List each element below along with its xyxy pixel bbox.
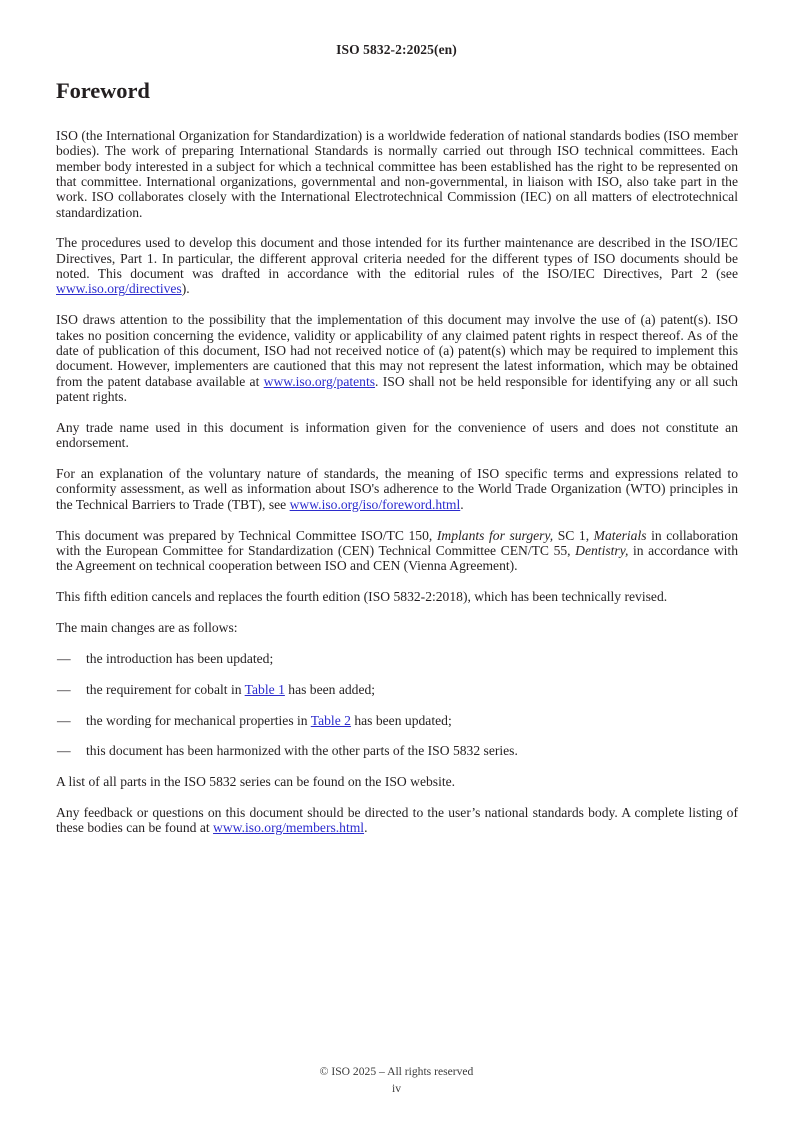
list-item xyxy=(56,713,738,728)
link-table-1[interactable]: Table 1 xyxy=(244,681,285,697)
paragraph-procedures xyxy=(56,235,738,296)
page-number: iv xyxy=(391,1082,402,1095)
paragraph-feedback-text-before-link: Any feedback or questions on this document should be directed to the user’s national standards body. A complete listing of these bodies can be found at xyxy=(56,805,738,836)
list-item-text-before-link: the introduction has been updated; xyxy=(86,650,274,666)
list-item-text-before-link: the requirement for cobalt in xyxy=(86,681,245,697)
paragraph-procedures-text-before-link: The procedures used to develop this document and those intended for its further maintenance are described in the ISO/IEC Directives, Part 1. In particular, the different approval criteria needed for the different types of ISO documents should be noted. This document was drafted in accordance with the editorial rules of the ISO/IEC Directives, Part 2 (see xyxy=(56,235,738,282)
tc-text-1: This document was prepared by Technical Committee ISO/TC 150, xyxy=(56,527,437,543)
list-item xyxy=(56,743,738,758)
list-item xyxy=(56,682,738,697)
dash-bullet-icon: — xyxy=(57,650,71,666)
tc-italic-implants-for-surgery: Implants for surgery, xyxy=(436,527,554,543)
list-item-text-before-link: the wording for mechanical properties in xyxy=(86,712,311,728)
paragraph-main-changes-lead-in: The main changes are as follows: xyxy=(56,619,238,635)
paragraph-feedback-text-after-link: . xyxy=(364,820,368,836)
tc-italic-dentistry: Dentistry, xyxy=(575,542,629,558)
page-content xyxy=(56,78,738,836)
dash-bullet-icon: — xyxy=(57,681,71,697)
list-item-text-after-link: has been added; xyxy=(284,681,376,697)
main-changes-list xyxy=(56,651,738,759)
paragraph-patents-text-before-link: ISO draws attention to the possibility that the implementation of this document may involve the use of (a) patent(s). ISO takes no position concerning the evidence, validity or applicability of any claimed patent rights in respect thereof. As of the date of publication of this document, ISO had not received notice of (a) patent(s) which may be required to implement this document. However, implementers are cautioned that this may not represent the latest information, which may be obtained from the patent database available at xyxy=(56,312,738,389)
tc-italic-materials: Materials xyxy=(593,527,647,543)
page-title: Foreword xyxy=(56,78,150,103)
paragraph-voluntary-text-after-link: . xyxy=(460,496,464,512)
list-item-text-before-link: this document has been harmonized with the other parts of the ISO 5832 series. xyxy=(86,743,518,759)
paragraph-voluntary-nature xyxy=(56,466,738,512)
paragraph-feedback xyxy=(56,805,738,836)
link-table-2[interactable]: Table 2 xyxy=(310,712,351,728)
paragraph-iso-description: ISO (the International Organization for Standardization) is a worldwide federation of national standards bodies (ISO member bodies). The work of preparing International Standards is normally carried out through ISO technical committees. Each member body interested in a subject for which a technical committee has been established has the right to be represented on that committee. International organizations, governmental and non-governmental, in liaison with ISO, also take part in the work. ISO collaborates closely with the International Electrotechnical Commission (IEC) on all matters of electrotechnical standardization. xyxy=(56,127,738,220)
paragraph-trade-name: Any trade name used in this document is information given for the convenience of users and does not constitute an endorsement. xyxy=(56,419,738,451)
dash-bullet-icon: — xyxy=(57,712,71,728)
tc-text-3: in collaboration with the European Committee for Standardization (CEN) Technical Committee CEN/TC 55, xyxy=(56,527,738,558)
link-iso-patents[interactable]: www.iso.org/patents xyxy=(263,373,376,389)
tc-text-4: in accordance with the Agreement on technical cooperation between ISO and CEN (Vienna Agreement). xyxy=(56,542,738,574)
dash-bullet-icon: — xyxy=(57,743,71,759)
link-iso-foreword[interactable]: www.iso.org/iso/foreword.html xyxy=(289,496,461,512)
paragraph-edition-notice: This fifth edition cancels and replaces the fourth edition (ISO 5832-2:2018), which has been technically revised. xyxy=(56,589,668,605)
paragraph-patents-text-after-link: . ISO shall not be held responsible for identifying any or all such patent rights. xyxy=(56,373,738,405)
copyright-notice: © ISO 2025 – All rights reserved xyxy=(319,1065,474,1078)
tc-text-2: SC 1, xyxy=(553,527,594,543)
running-head: ISO 5832-2:2025(en) xyxy=(336,42,457,57)
paragraph-voluntary-text-before-link: For an explanation of the voluntary nature of standards, the meaning of ISO specific terms and expressions related to conformity assessment, as well as information about ISO's adherence to the World Trade Organization (WTO) principles in the Technical Barriers to Trade (TBT), see xyxy=(56,466,738,512)
list-item xyxy=(56,651,738,666)
link-iso-members[interactable]: www.iso.org/members.html xyxy=(213,820,365,836)
paragraph-all-parts: A list of all parts in the ISO 5832 series can be found on the ISO website. xyxy=(56,774,456,790)
paragraph-technical-committee xyxy=(56,528,738,574)
list-item-text-after-link: has been updated; xyxy=(350,712,452,728)
paragraph-procedures-text-after-link: ). xyxy=(181,281,190,297)
paragraph-patents xyxy=(56,312,738,404)
link-iso-directives[interactable]: www.iso.org/directives xyxy=(56,281,182,297)
